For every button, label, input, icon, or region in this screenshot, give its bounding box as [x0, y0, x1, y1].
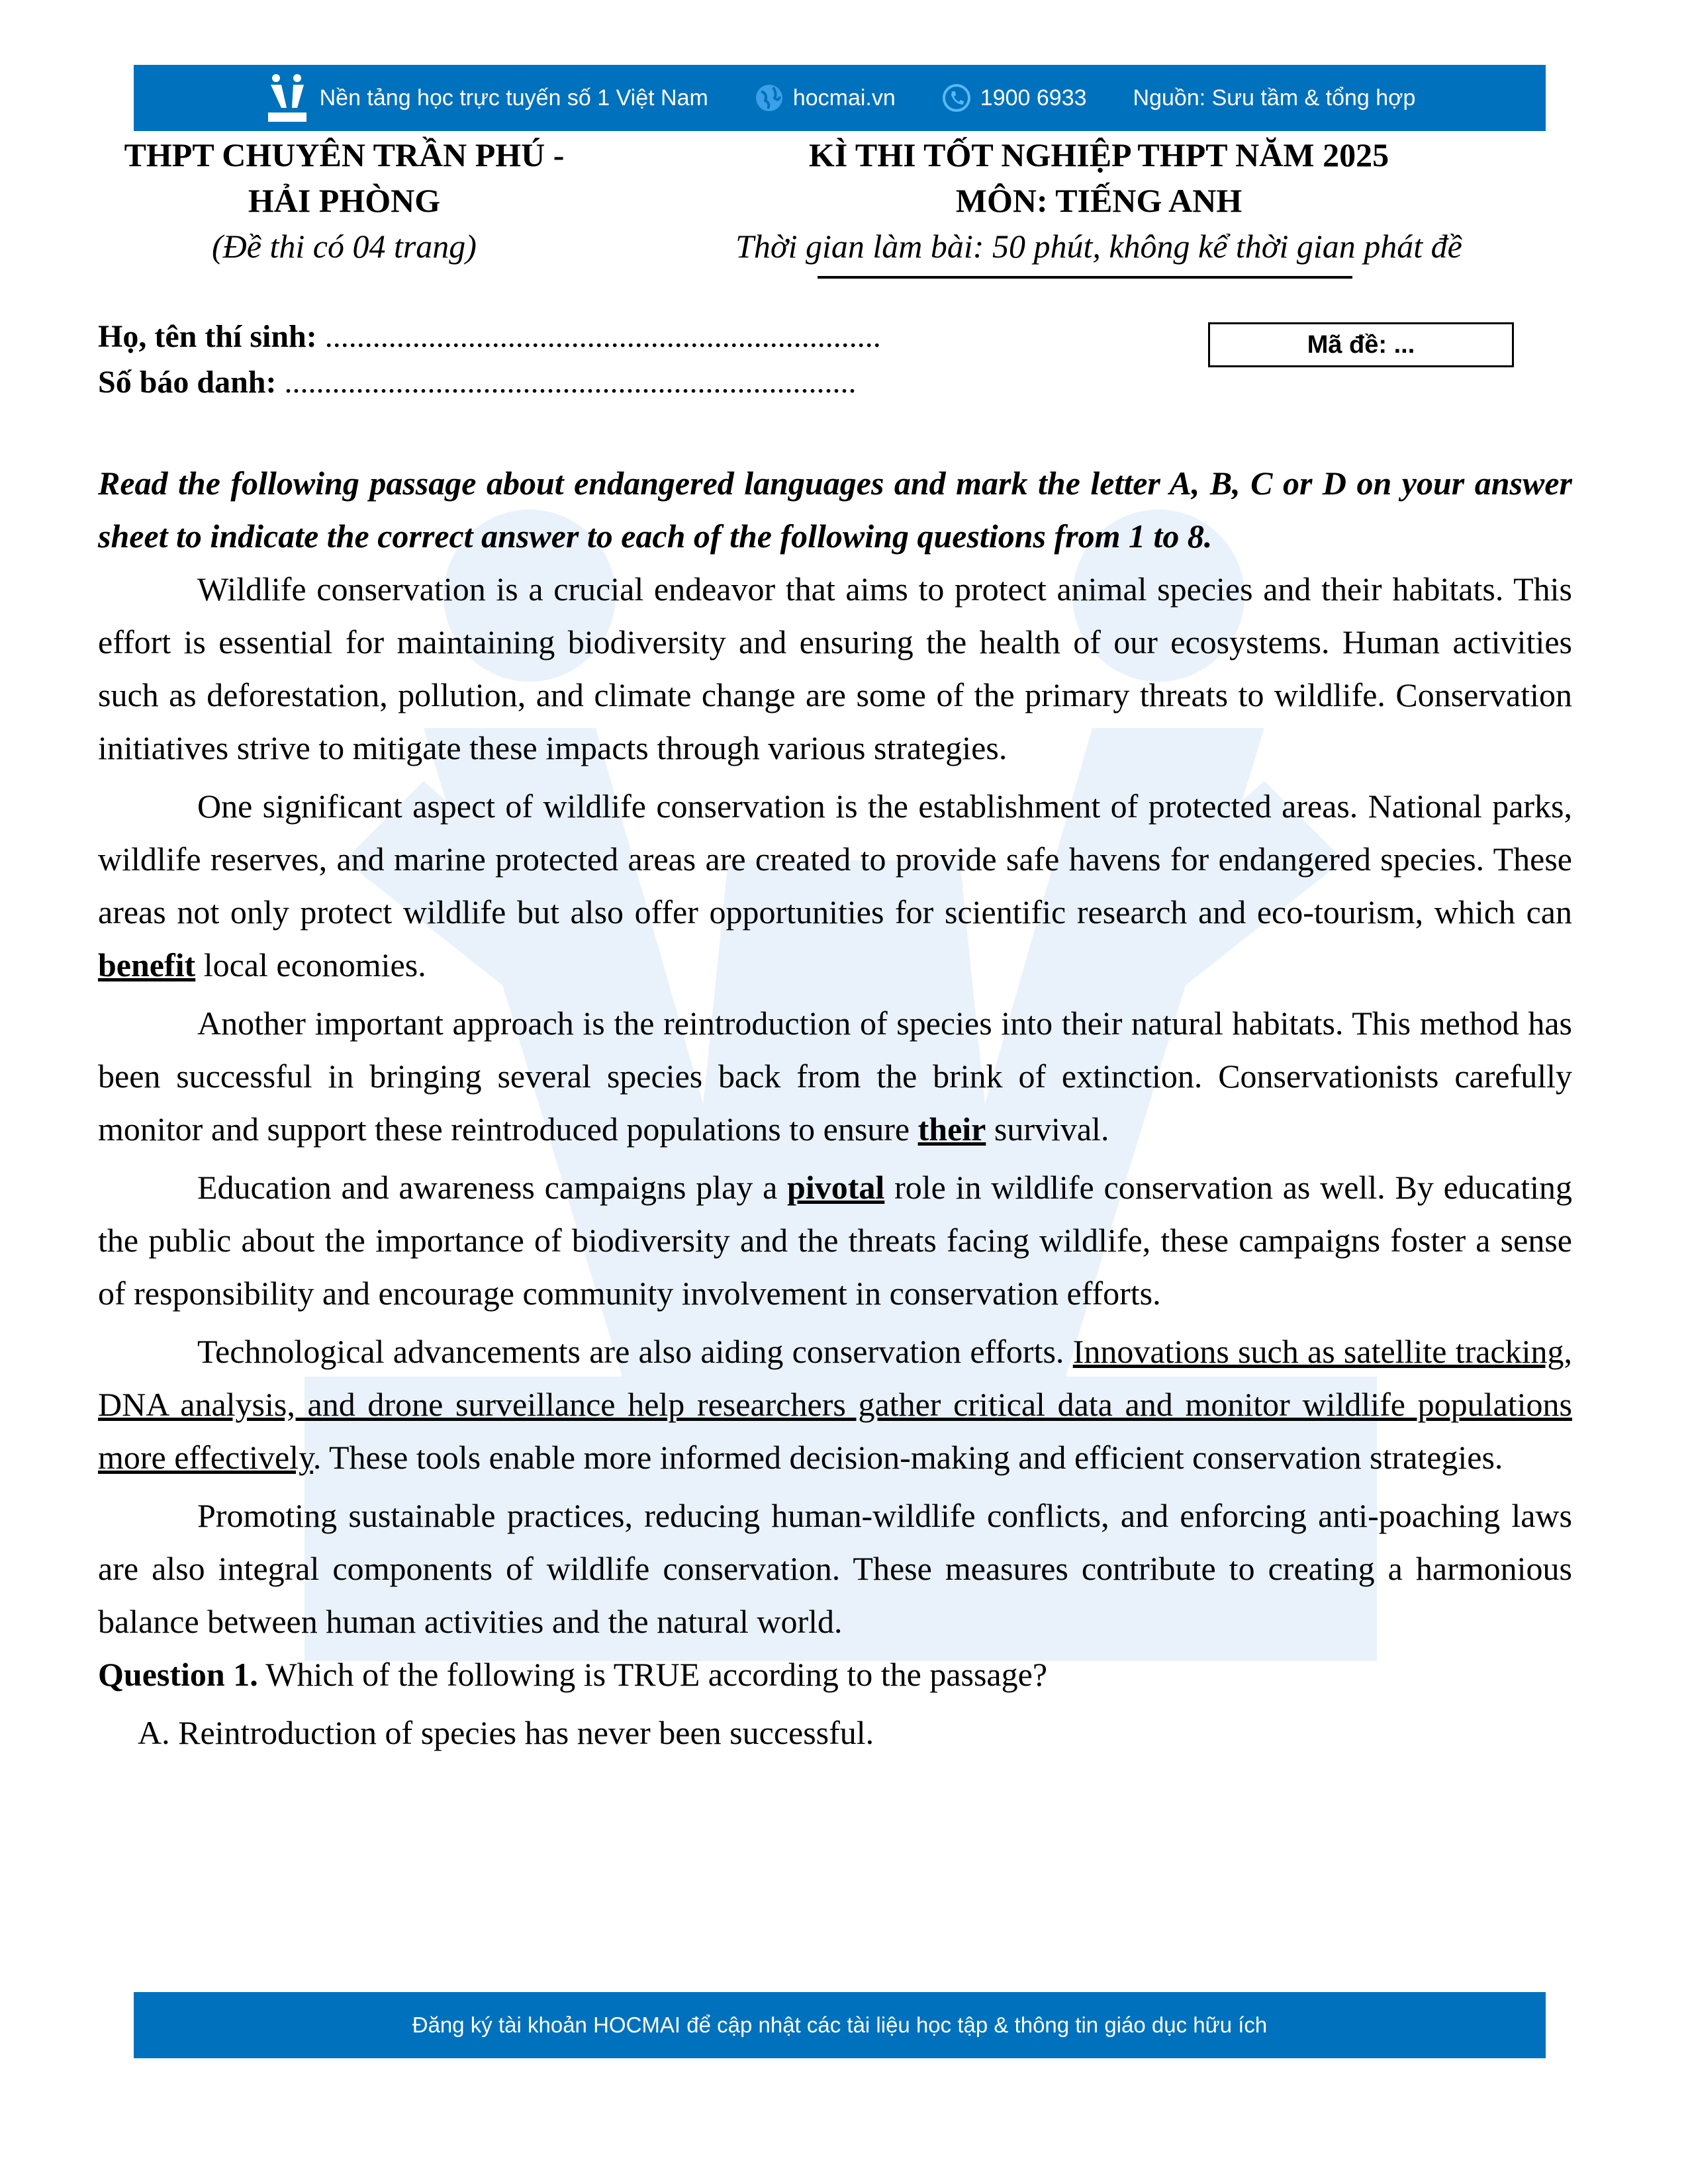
phone-icon: [942, 83, 971, 113]
candidate-name-field[interactable]: Họ, tên thí sinh: ......................................................................: [98, 319, 881, 354]
passage-paragraph: Technological advancements are also aiding conservation efforts. Innovations such as satellite tracking, DNA analysis, and drone surveillance help researchers gather critical data and monitor wildlife populations more effectively. These tools enable more informed decision-making and efficient conservation strategies.: [98, 1333, 1573, 1476]
footer-bar[interactable]: Đăng ký tài khoản HOCMAI để cập nhật các tài liệu học tập & thông tin giáo dục hữu ích: [134, 1992, 1546, 2058]
question-1: Question 1. Which of the following is TRUE according to the passage?: [98, 1656, 1048, 1693]
slogan: Nền tảng học trực tuyến số 1 Việt Nam: [264, 65, 708, 131]
passage-paragraph: Wildlife conservation is a crucial endeavor that aims to protect animal species and their habitats. This effort is essential for maintaining biodiversity and ensuring the health of our ecosystems. Human activities such as deforestation, pollution, and climate change are some of the primary threats to wildlife. Conservation initiatives strive to mitigate these impacts through various strategies.: [98, 570, 1572, 766]
hotline[interactable]: 1900 6933: [942, 65, 1087, 131]
underlined-word: pivotal: [787, 1169, 885, 1206]
option-a: A. Reintroduction of species has never been successful.: [138, 1714, 874, 1751]
exam-time: Thời gian làm bài: 50 phút, không kể thời gian phát đề: [735, 228, 1462, 265]
exam-title: KÌ THI TỐT NGHIỆP THPT NĂM 2025 MÔN: TIẾNG ANH: [808, 136, 1389, 219]
exam-content: [98, 457, 1572, 1759]
underlined-word: benefit: [98, 946, 196, 983]
passage-paragraph: One significant aspect of wildlife conservation is the establishment of protected areas. National parks, wildlife reserves, and marine protected areas are created to provide safe havens for endangered species. These areas not only protect wildlife but also offer opportunities for scientific research and eco-tourism, which can benefit local economies.: [98, 788, 1572, 983]
underlined-word: their: [917, 1111, 986, 1148]
globe-icon: [755, 83, 784, 113]
passage-paragraph: Promoting sustainable practices, reducing human-wildlife conflicts, and enforcing anti-poaching laws are also integral components of wildlife conservation. These measures contribute to creating a harmonious balance between human activities and the natural world.: [98, 1497, 1572, 1640]
source: Nguồn: Sưu tầm & tổng hợp: [1133, 85, 1416, 111]
exam-code-box: Mã đề: ...: [1208, 322, 1514, 367]
candidate-id-field[interactable]: Số báo danh: ........................................................................: [98, 365, 857, 400]
underlined-sentence: Innovations such as satellite tracking, DNA analysis, and drone surveillance help researchers gather critical data and monitor wildlife populations more effectively: [98, 1333, 1573, 1476]
website[interactable]: hocmai.vn: [755, 65, 896, 131]
hocmai-logo-icon: [264, 71, 310, 124]
school-name: THPT CHUYÊN TRẦN PHÚ - HẢI PHÒNG: [124, 136, 565, 219]
instruction: Read the following passage about endangered languages and mark the letter A, B, C or D on your answer sheet to indicate the correct answer to each of the following questions from 1 to 8.: [98, 465, 1572, 555]
header-bar: [134, 65, 1546, 131]
divider: [818, 276, 1352, 279]
passage-paragraph: Education and awareness campaigns play a pivotal role in wildlife conservation as well. By educating the public about the importance of biodiversity and the threats facing wildlife, these campaigns foster a sense of responsibility and encourage community involvement in conservation efforts.: [98, 1169, 1572, 1312]
pages-note: (Đề thi có 04 trang): [212, 228, 477, 265]
passage-paragraph: Another important approach is the reintroduction of species into their natural habitats. This method has been successful in bringing several species back from the brink of extinction. Conservationists carefully monitor and support these reintroduced populations to ensure their survival.: [98, 1005, 1572, 1148]
